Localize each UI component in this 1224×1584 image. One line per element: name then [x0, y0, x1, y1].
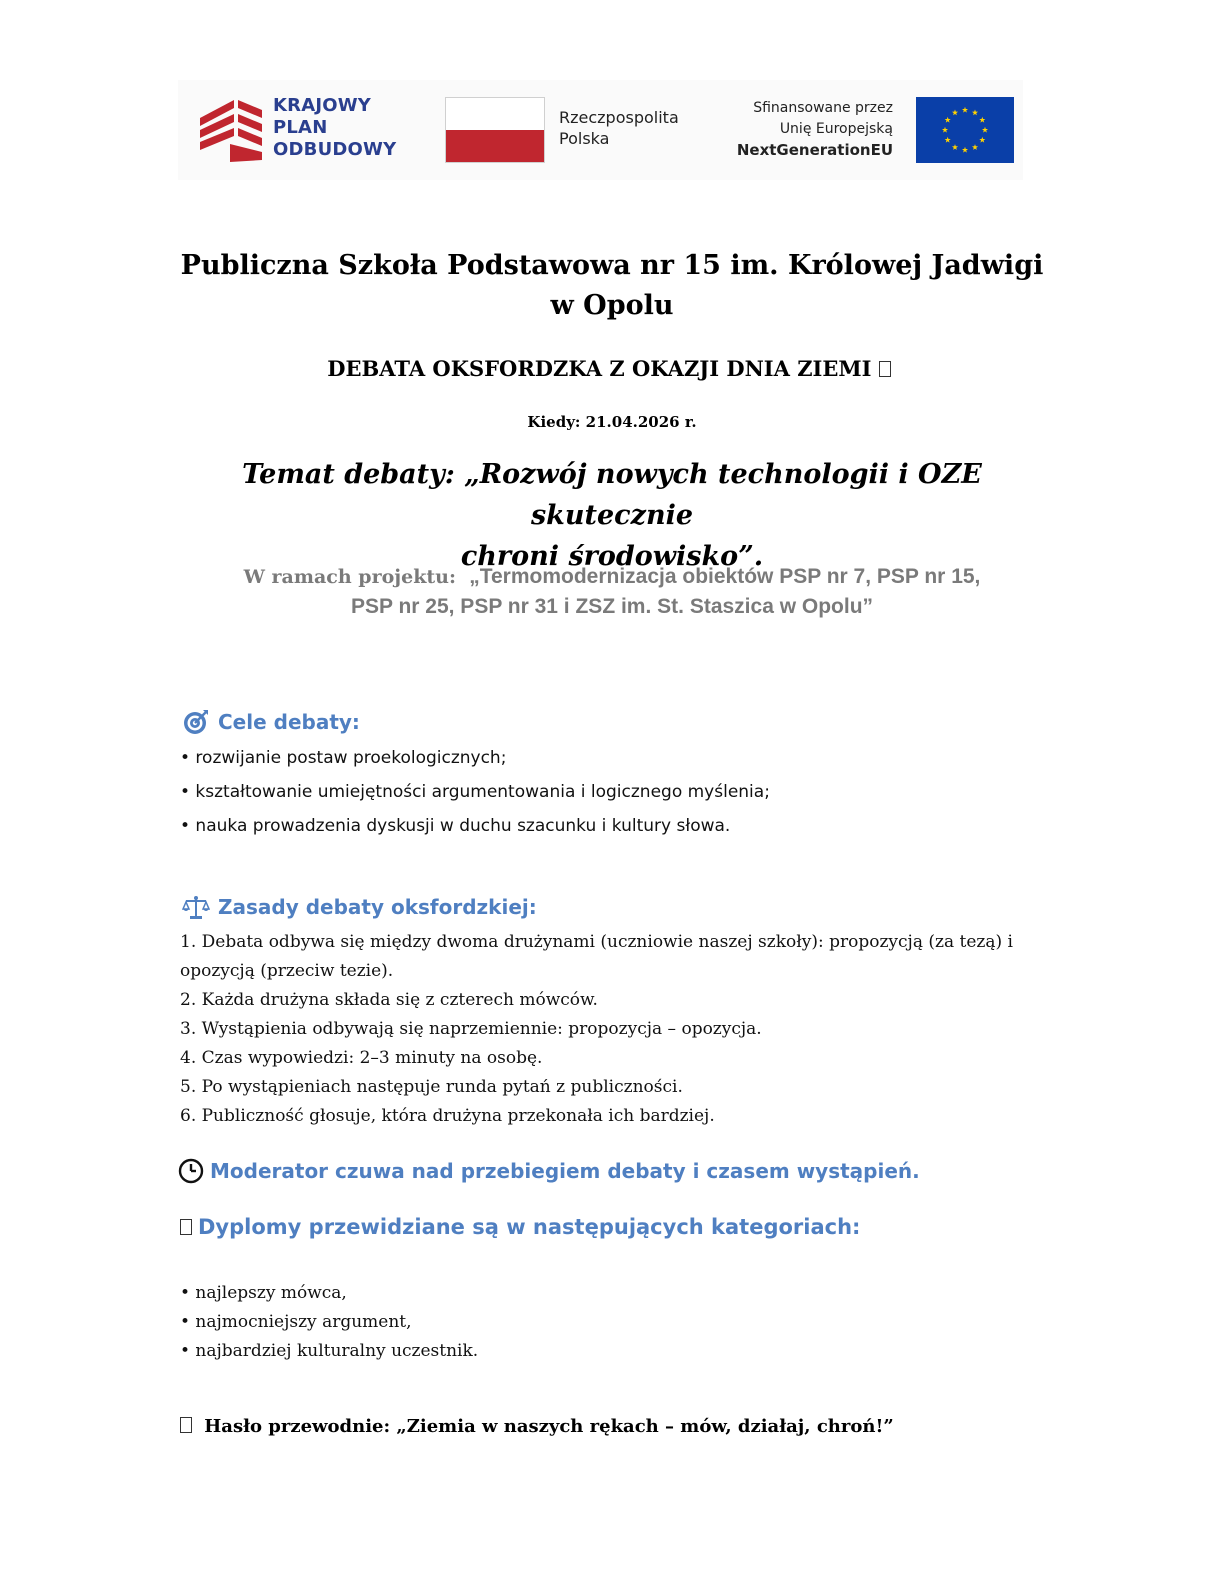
list-item: • rozwijanie postaw proekologicznych;	[180, 748, 507, 768]
scales-icon	[182, 894, 210, 920]
funding-logos-band	[178, 80, 1023, 180]
project-name-line-1: „Termomodernizacja obiektów PSP nr 7, PSP nr 15,	[469, 565, 981, 588]
kpo-line-1: KRAJOWY	[273, 95, 372, 116]
list-item: • najbardziej kulturalny uczestnik.	[180, 1341, 479, 1361]
project-lead: W ramach projektu:	[243, 566, 456, 588]
eu-line-1: Sfinansowane przez	[753, 100, 893, 116]
kpo-line-2: PLAN	[273, 117, 328, 138]
diplomas-heading-text: Dyplomy przewidziane są w następujących kategoriach:	[198, 1215, 861, 1239]
missing-glyph-icon	[180, 1219, 192, 1235]
list-item: • najmocniejszy argument,	[180, 1312, 412, 1332]
moderator-note-text: Moderator czuwa nad przebiegiem debaty i czasem wystąpień.	[210, 1159, 920, 1183]
rzeczpospolita-polska-wordmark	[559, 107, 679, 149]
debate-title	[170, 354, 1054, 384]
motto	[180, 1416, 894, 1437]
list-item: 6. Publiczność głosuje, która drużyna przekonała ich bardziej.	[180, 1106, 715, 1126]
project-info	[170, 562, 1054, 622]
rp-line-2: Polska	[559, 129, 610, 148]
list-item: • nauka prowadzenia dyskusji w duchu szacunku i kultury słowa.	[180, 816, 731, 836]
eu-funding-text	[737, 98, 893, 161]
school-name-line-2: w Opolu	[550, 290, 674, 321]
list-item: 4. Czas wypowiedzi: 2–3 minuty na osobę.	[180, 1048, 543, 1068]
debate-title-text: DEBATA OKSFORDZKA Z OKAZJI DNIA ZIEMI	[327, 356, 872, 381]
moderator-note	[178, 1158, 920, 1184]
goals-heading-text: Cele debaty:	[218, 710, 360, 734]
debate-topic	[170, 454, 1054, 577]
polish-flag-icon	[445, 97, 545, 163]
eu-line-3: NextGenerationEU	[736, 141, 893, 159]
motto-text: Hasło przewodnie: „Ziemia w naszych rękach – mów, działaj, chroń!”	[204, 1416, 894, 1437]
goals-list	[180, 741, 770, 843]
missing-glyph-icon	[879, 361, 891, 377]
school-name-line-1: Publiczna Szkoła Podstawowa nr 15 im. Królowej Jadwigi	[180, 250, 1044, 281]
debate-topic-line-1: Temat debaty: „Rozwój nowych technologii i OZE skutecznie	[242, 459, 982, 531]
krajowy-plan-odbudowy-wordmark	[273, 95, 396, 161]
eu-line-2: Unię Europejską	[779, 121, 893, 137]
school-name	[170, 246, 1054, 326]
diplomas-heading	[180, 1215, 860, 1239]
eu-flag-icon	[916, 97, 1014, 163]
list-item: 3. Wystąpienia odbywają się naprzemiennie: propozycja – opozycja.	[180, 1019, 762, 1039]
target-icon	[182, 708, 210, 736]
kpo-line-3: ODBUDOWY	[273, 139, 397, 160]
project-name-line-2: PSP nr 25, PSP nr 31 i ZSZ im. St. Staszica w Opolu”	[350, 595, 874, 618]
list-item: 1. Debata odbywa się między dwoma drużynami (uczniowie naszej szkoły): propozycją (za tezą) i opozycją (przeciw tezie).	[180, 932, 1013, 981]
diplomas-list	[180, 1279, 1040, 1366]
list-item: 5. Po wystąpieniach następuje runda pytań z publiczności.	[180, 1077, 683, 1097]
rp-line-1: Rzeczpospolita	[559, 108, 679, 127]
clock-icon	[178, 1158, 204, 1184]
rules-heading	[182, 894, 537, 920]
event-date: Kiedy: 21.04.2026 r.	[527, 413, 697, 431]
missing-glyph-icon	[180, 1417, 192, 1433]
list-item: 2. Każda drużyna składa się z czterech mówców.	[180, 990, 598, 1010]
goals-heading	[182, 708, 360, 736]
list-item: • najlepszy mówca,	[180, 1283, 347, 1303]
rules-heading-text: Zasady debaty oksfordzkiej:	[218, 895, 537, 919]
list-item: • kształtowanie umiejętności argumentowania i logicznego myślenia;	[180, 782, 770, 802]
debate-topic-line-2: chroni środowisko”.	[460, 541, 764, 572]
krajowy-plan-odbudowy-logo-icon	[200, 96, 262, 166]
rules-list	[180, 928, 1040, 1131]
